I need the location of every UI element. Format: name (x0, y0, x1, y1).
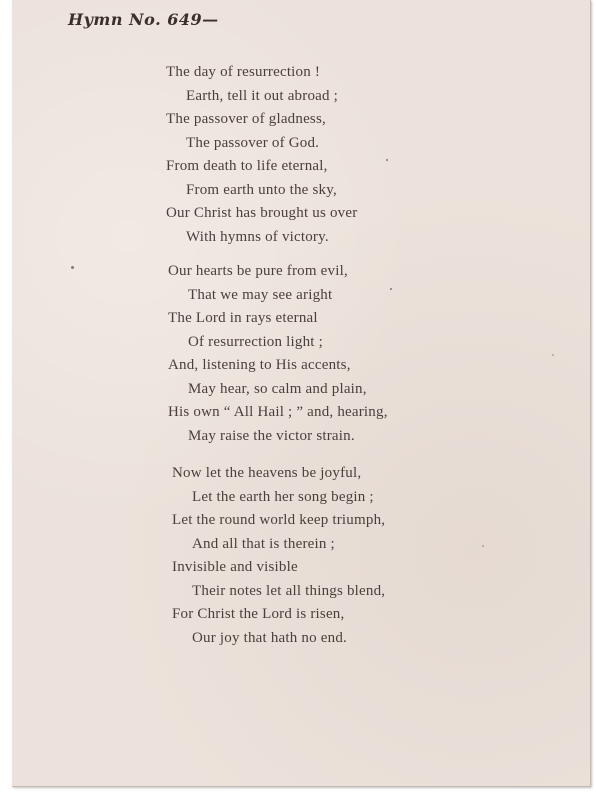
stanza-3 (172, 462, 385, 650)
verse-line: The passover of God. (186, 134, 320, 151)
paper-speck (386, 159, 388, 161)
verse-line: Our hearts be pure from evil, (168, 263, 348, 279)
verse-line: For Christ the Lord is risen, (172, 606, 345, 622)
verse-line: Let the round world keep triumph, (172, 512, 386, 528)
verse-line: Our joy that hath no end. (192, 629, 347, 646)
verse-line: His own “ All Hail ; ” and, hearing, (168, 404, 388, 420)
paper-speck (390, 288, 392, 290)
verse-line: Let the earth her song begin ; (192, 488, 374, 505)
verse-line: And, listening to His accents, (168, 357, 351, 373)
verse-line: With hymns of victory. (186, 228, 329, 245)
verse-line: May raise the victor strain. (188, 427, 355, 444)
verse-line: The passover of gladness, (166, 111, 326, 127)
verse-line: May hear, so calm and plain, (188, 380, 367, 397)
stanza-1 (166, 61, 357, 249)
paper-speck (482, 545, 484, 547)
paper-speck (552, 354, 554, 356)
hymn-title: Hymn No. 649— (68, 10, 219, 29)
verse-line: Invisible and visible (172, 559, 298, 575)
stanza-2 (168, 260, 388, 448)
verse-line: Earth, tell it out abroad ; (186, 87, 339, 104)
verse-line: Our Christ has brought us over (166, 205, 358, 221)
verse-line: That we may see aright (188, 286, 333, 303)
paper-speck (71, 266, 74, 269)
verse-line: From earth unto the sky, (186, 181, 337, 198)
verse-line: Of resurrection light ; (188, 333, 323, 350)
verse-line: Their notes let all things blend, (192, 582, 386, 599)
verse-line: The Lord in rays eternal (168, 310, 318, 326)
paper-sheet (12, 0, 591, 787)
verse-line: Now let the heavens be joyful, (172, 465, 362, 481)
verse-line: And all that is therein ; (192, 535, 335, 552)
verse-line: The day of resurrection ! (166, 64, 321, 80)
verse-line: From death to life eternal, (166, 158, 328, 174)
